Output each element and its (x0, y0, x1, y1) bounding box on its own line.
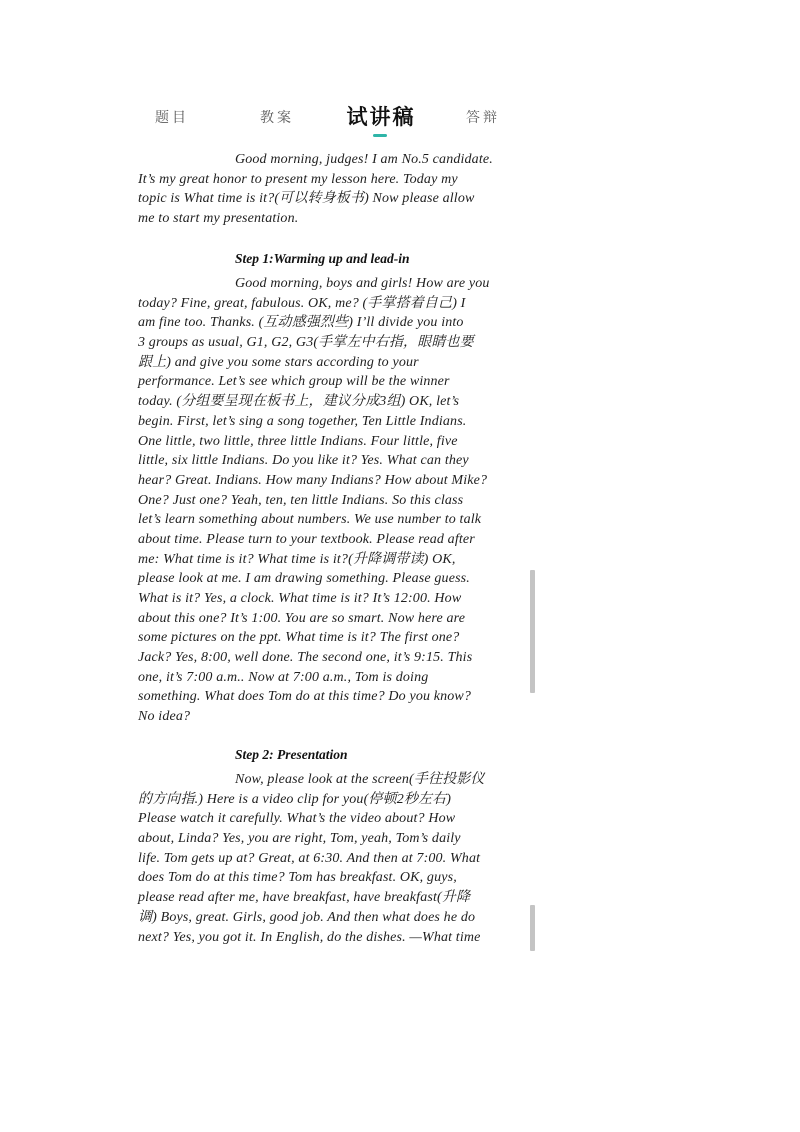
text-line: 3 groups as usual, G1, G2, G3(手掌左中右指，眼睛也要 (138, 335, 474, 351)
text-line: Good morning, boys and girls! How are you (235, 276, 490, 291)
text-line: hear? Great. Indians. How many Indians? How about Mike? (138, 472, 488, 488)
text-line: begin. First, let’s sing a song together, Ten Little Indians. (138, 413, 467, 429)
intro-paragraph (138, 150, 530, 229)
text-line: One little, two little, three little Indians. Four little, five (138, 433, 458, 449)
text-line: Good morning, judges! I am No.5 candidate. (235, 152, 493, 167)
text-line: some pictures on the ppt. What time is it? The first one? (138, 630, 460, 646)
text-line: It’s my great honor to present my lesson here. Today my (138, 171, 458, 187)
text-line: One? Just one? Yeah, ten, ten little Indians. So this class (138, 492, 464, 508)
text-line: What is it? Yes, a clock. What time is it? It’s 12:00. How (138, 591, 462, 606)
tab-topic[interactable]: 题目 (155, 110, 189, 126)
text-line: No idea? (138, 709, 191, 725)
document-tab-bar (0, 0, 800, 150)
text-line: life. Tom gets up at? Great, at 6:30. And then at 7:00. What (138, 850, 481, 866)
step1-paragraph (138, 274, 530, 727)
active-tab-indicator (373, 134, 387, 137)
scrollbar-thumb[interactable] (530, 905, 535, 951)
tab-lecture-script[interactable]: 试讲稿 (346, 105, 416, 129)
text-line: today. (分组要呈现在板书上，建议分成3组) OK, let’s (138, 394, 460, 410)
text-line: 的方向指.) Here is a video clip for you(停顿2秒左右) (138, 791, 452, 807)
step1-heading: Step 1:Warming up and lead-in (235, 251, 410, 266)
text-line: let’s learn something about numbers. We use number to talk (138, 512, 482, 528)
step2-paragraph (138, 770, 530, 947)
text-line: about, Linda? Yes, you are right, Tom, yeah, Tom’s daily (138, 831, 461, 847)
text-line: please read after me, have breakfast, have breakfast(升降 (138, 890, 471, 906)
text-line: next? Yes, you got it. In English, do the dishes. —What time (138, 929, 481, 945)
text-line: today? Fine, great, fabulous. OK, me? (手掌搭着自己) I (138, 295, 466, 311)
text-line: me to start my presentation. (138, 211, 299, 227)
step2-heading: Step 2: Presentation (235, 747, 348, 762)
text-line: about time. Please turn to your textbook. Please read after (138, 531, 475, 547)
text-line: performance. Let’s see which group will be the winner (138, 374, 450, 390)
text-line: something. What does Tom do at this time? Do you know? (138, 689, 472, 705)
tab-lesson-plan[interactable]: 教案 (260, 110, 294, 126)
text-line: does Tom do at this time? Tom has breakfast. OK, guys, (138, 870, 457, 886)
text-line: topic is What time is it?(可以转身板书) Now please allow (138, 191, 475, 207)
text-line: 调) Boys, great. Girls, good job. And then what does he do (138, 909, 476, 925)
text-line: Jack? Yes, 8:00, well done. The second one, it’s 9:15. This (138, 650, 473, 666)
text-line: little, six little Indians. Do you like it? Yes. What can they (138, 453, 469, 469)
scrollbar-thumb[interactable] (530, 570, 535, 693)
text-line: 跟上) and give you some stars according to your (138, 354, 419, 370)
text-line: am fine too. Thanks. (互动感强烈些) I’ll divide you into (138, 315, 464, 331)
tab-defense[interactable]: 答辩 (466, 110, 500, 126)
text-line: Now, please look at the screen(手往投影仪 (235, 772, 485, 787)
text-line: me: What time is it? What time is it?(升降调带读) OK, (138, 551, 456, 567)
text-line: one, it’s 7:00 a.m.. Now at 7:00 a.m., Tom is doing (138, 669, 429, 685)
text-line: please look at me. I am drawing something. Please guess. (138, 571, 470, 587)
text-line: about this one? It’s 1:00. You are so smart. Now here are (138, 610, 466, 626)
text-line: Please watch it carefully. What’s the video about? How (138, 811, 456, 827)
